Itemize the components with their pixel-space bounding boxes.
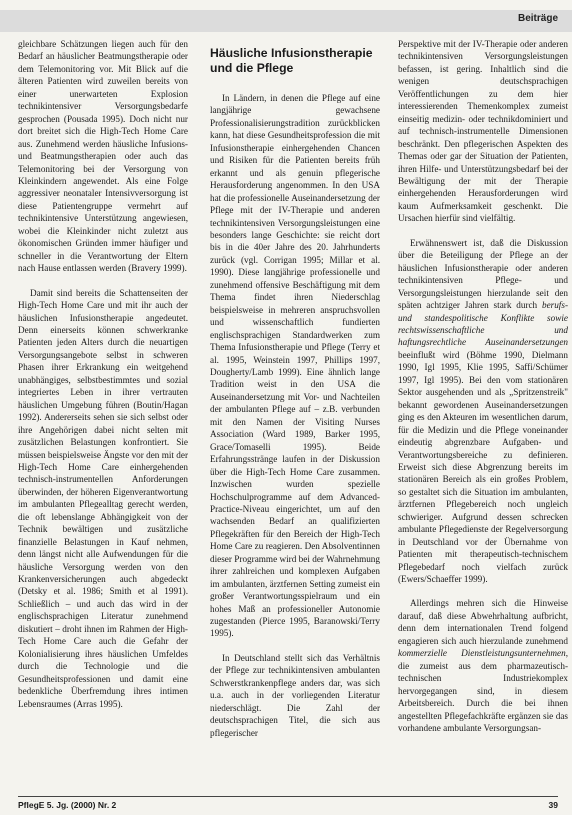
emphasized-text: kommerzielle Dienstleistungsunternehmen	[398, 648, 566, 659]
text-column-right	[398, 38, 568, 764]
text-run: , die zumeist aus dem pharmazeutisch-technischen Industriekomplex hervorgegangen sind, in diesem Arbeitsbereich. Durch die bei ihnen angestellten Pflegefachkräfte ergänzen sie das vorhandene ambulante Versorgungsan-	[398, 648, 568, 734]
footer-divider	[18, 796, 558, 797]
paragraph: In Ländern, in denen die Pflege auf eine langjährige gewachsene Professionalisierungstradition zurückblicken kann, hat diese Gesundheitsprofession die mit Infusionstherapie einhergehenden Chancen und Risiken für die Patienten bereits früh erkannt und als genuin pflegerische Herausforderung angenommen. In den USA hat die professionelle Auseinandersetzung der Pflege mit der IV-Therapie und anderen technikintensiven Versorgungsleistungen eine besonders lange Geschichte: sie reicht dort bis in die 40er Jahre des 20. Jahrhunderts zurück (vgl. Corrigan 1995; Millar et al. 1990). Diese langjährige professionelle und zunehmend offensive Beschäftigung mit dem Thema findet ihren Niederschlag beispielsweise in mehreren anspruchsvollen und wissenschaftlich fundierten englischsprachigen Standardwerken zum Thema Infusionstherapie und Pflege (Terry et al. 1995, Weinstein 1997, Phillips 1997, Dougherty/Lamb 1999). Eine ähnlich lange Tradition weist in den USA die Auseinandersetzung mit Vor- und Nachteilen der ambulanten Pflege auf – z.B. verbunden mit den Namen der Visiting Nurses Association (Ward 1989, Barker 1995, Grace/Tomaselli 1995). Beide Erfahrungsstränge laufen in der Diskussion über die High-Tech Home Care zusammen. Inzwischen wurden spezielle Hochschulprogramme auf dem Advanced-Practice-Niveau eingerichtet, um auf den wachsenden Bedarf an qualifizierten Pflegekräften für den Bereich der High-Tech Home Care zu reagieren. Den Absolventinnen dieser Programme wird bei der Wahrnehmung ihrer zahlreichen und komplexen Aufgaben im ambulanten, ärztfernen Setting zumeist ein großer Verantwortungsspielraum und ein hohes Maß an professioneller Autonomie zugestanden (Pierce 1995, Baranowski/Terry 1995).	[210, 93, 380, 639]
text-column-left	[18, 38, 188, 764]
paragraph	[398, 237, 568, 586]
text-run: beeinflußt wird (Böhme 1990, Dielmann 1990, Igl 1995, Klie 1995, Saffi/Schümer 1997, Igl 1995). Bei den vom stationären Sektor ausgehenden und als „Spritzenstreik" bekannt gewordenen Auseinandersetzungen ging es den Akteuren im wesentlichen darum, für die Medizin und die Pflege voneinander eindeutig abgrenzbare Aufgaben- und Verantwortungsbereiche zu definieren. Erweist sich diese Abgrenzung bereits im stationären Bereich als ein großes Problem, so gestaltet sich die Situation im ambulanten, ärztfernen Pflegebereich noch ungleich schwieriger. Aufgrund dessen schrecken ambulante Pflegedienste der Regelversorgung in Deutschland vor der Übernahme von Patienten mit therapeutisch-technischem Pflegebedarf noch vielfach zurück (Ewers/Schaeffer 1999).	[398, 349, 568, 585]
paragraph: Perspektive mit der IV-Therapie oder anderen technikintensiven Versorgungsleistungen befassen, ist gering. Inhaltlich sind die wenigen deutschsprachigen Veröffentlichungen zu dem hier interessierenden Themenkomplex zumeist einseitig medizin- oder technikdominiert und auf technisch-instrumentelle Dimensionen beschränkt. Den pflegerischen Aspekten des Themas oder gar der Situation der Patienten, ihren Hilfe- und Unterstützungsbedarf bei der Bewältigung der mit der Therapie einhergehenden Herausforderungen wird kaum Aufmerksamkeit geschenkt. Die Ursachen hierfür sind vielfältig.	[398, 39, 568, 224]
text-run: Erwähnenswert ist, daß die Diskussion über die Beteiligung der Pflege an der häuslichen Infusionstherapie oder anderen technikintensiven Pflege- und Versorgungsleistungen hierzulande seit den späten achtziger Jahren stark durch	[398, 237, 568, 311]
section-tag: Beiträge	[517, 13, 558, 24]
paragraph: Damit sind bereits die Schattenseiten der High-Tech Home Care und mit ihr auch der häuslichen Infusionstherapie angedeutet. Denn einerseits können schwerkranke Patienten jeden Alters durch die neuartigen Versorgungsangebote selbst in schweren Phasen ihrer Erkrankung ein weitgehend unabhängiges, selbstbestimmtes und sozial integriertes Leben in ihrer vertrauten häuslichen Umgebung führen (Boutin/Hagan 1992). Andererseits sehen sie sich selbst oder ihre Angehörigen dabei nicht selten mit zusätzlichen Belastungen konfrontiert. Sie müssen beispielsweise Ängste vor den mit der High-Tech Home Care einhergehenden technisch-instrumentellen Anforderungen überwinden, der höheren Eigenverantwortung im ambulanten Pflegealltag gerecht werden, die oft lebenslange Abhängigkeit von der Technik bewältigen und zusätzliche finanzielle Belastungen in Kauf nehmen, denn längst nicht alle Aufwendungen für die häusliche Versorgung werden von den Krankenversicherungen auch abgedeckt (Detsky et al. 1986; Smith et al 1991). Schließlich – und auch das wird in der englischsprachigen Literatur zunehmend diskutiert – droht ihnen im Rahmen der High-Tech Home Care auch die Gefahr der Kolonialisierung ihres häuslichen Umfeldes durch die Technologie und die Gesundheitsprofessionen und damit eine bedenkliche Überfremdung ihres intimen Lebensraumes (Arras 1995).	[18, 287, 188, 709]
journal-citation: PflegE 5. Jg. (2000) Nr. 2	[18, 800, 117, 810]
text-column-middle	[210, 38, 380, 764]
paragraph	[398, 597, 568, 734]
article-heading: Häusliche Infusionstherapie und die Pflege	[210, 46, 373, 75]
paragraph: In Deutschland stellt sich das Verhältnis der Pflege zur technikintensiven ambulanten Schwerstkrankenpflege anders dar, was sich u.a. auch in der vorliegenden Literatur niederschlägt. Die Zahl der deutschsprachigen Titel, die sich aus pflegerischer	[210, 652, 380, 738]
paragraph: gleichbare Schätzungen liegen auch für den Bedarf an häuslicher Beatmungstherapie oder dem Telemonitoring vor. Mit Blick auf die älteren Patienten wird zuweilen bereits von einer unerwarteten Explosion technikintensiver Versorgungsbedarfe gesprochen (Pousada 1995). Doch nicht nur dort breitet sich die High-Tech Home Care aus. Zunehmend werden häusliche Infusions- und Beatmungstherapien oder auch das Telemonitoring bei der Versorgung von Kleinkindern angewendet. Als eine Folge aggressiver neonataler Intensivversorgung ist diese Patientengruppe vermehrt auf technikintensive Unterstützung angewiesen, wobei die Kleinkinder nicht zuletzt aus ökonomischen Gründen immer häufiger und schneller in die Verantwortung der Eltern nach Hause entlassen werden (Bravery 1999).	[18, 39, 188, 274]
text-run: Allerdings mehren sich die Hinweise darauf, daß diese Abwehrhaltung aufbricht, denn dem internationalen Trend folgend engagieren sich auch hierzulande zunehmend	[398, 598, 568, 646]
page-number: 39	[548, 800, 558, 810]
header-bar	[0, 10, 572, 32]
emphasized-text: berufs- und standespolitische Konflikte sowie rechtswissenschaftliche und haftungsrechtliche Auseinandersetzungen	[398, 300, 568, 348]
